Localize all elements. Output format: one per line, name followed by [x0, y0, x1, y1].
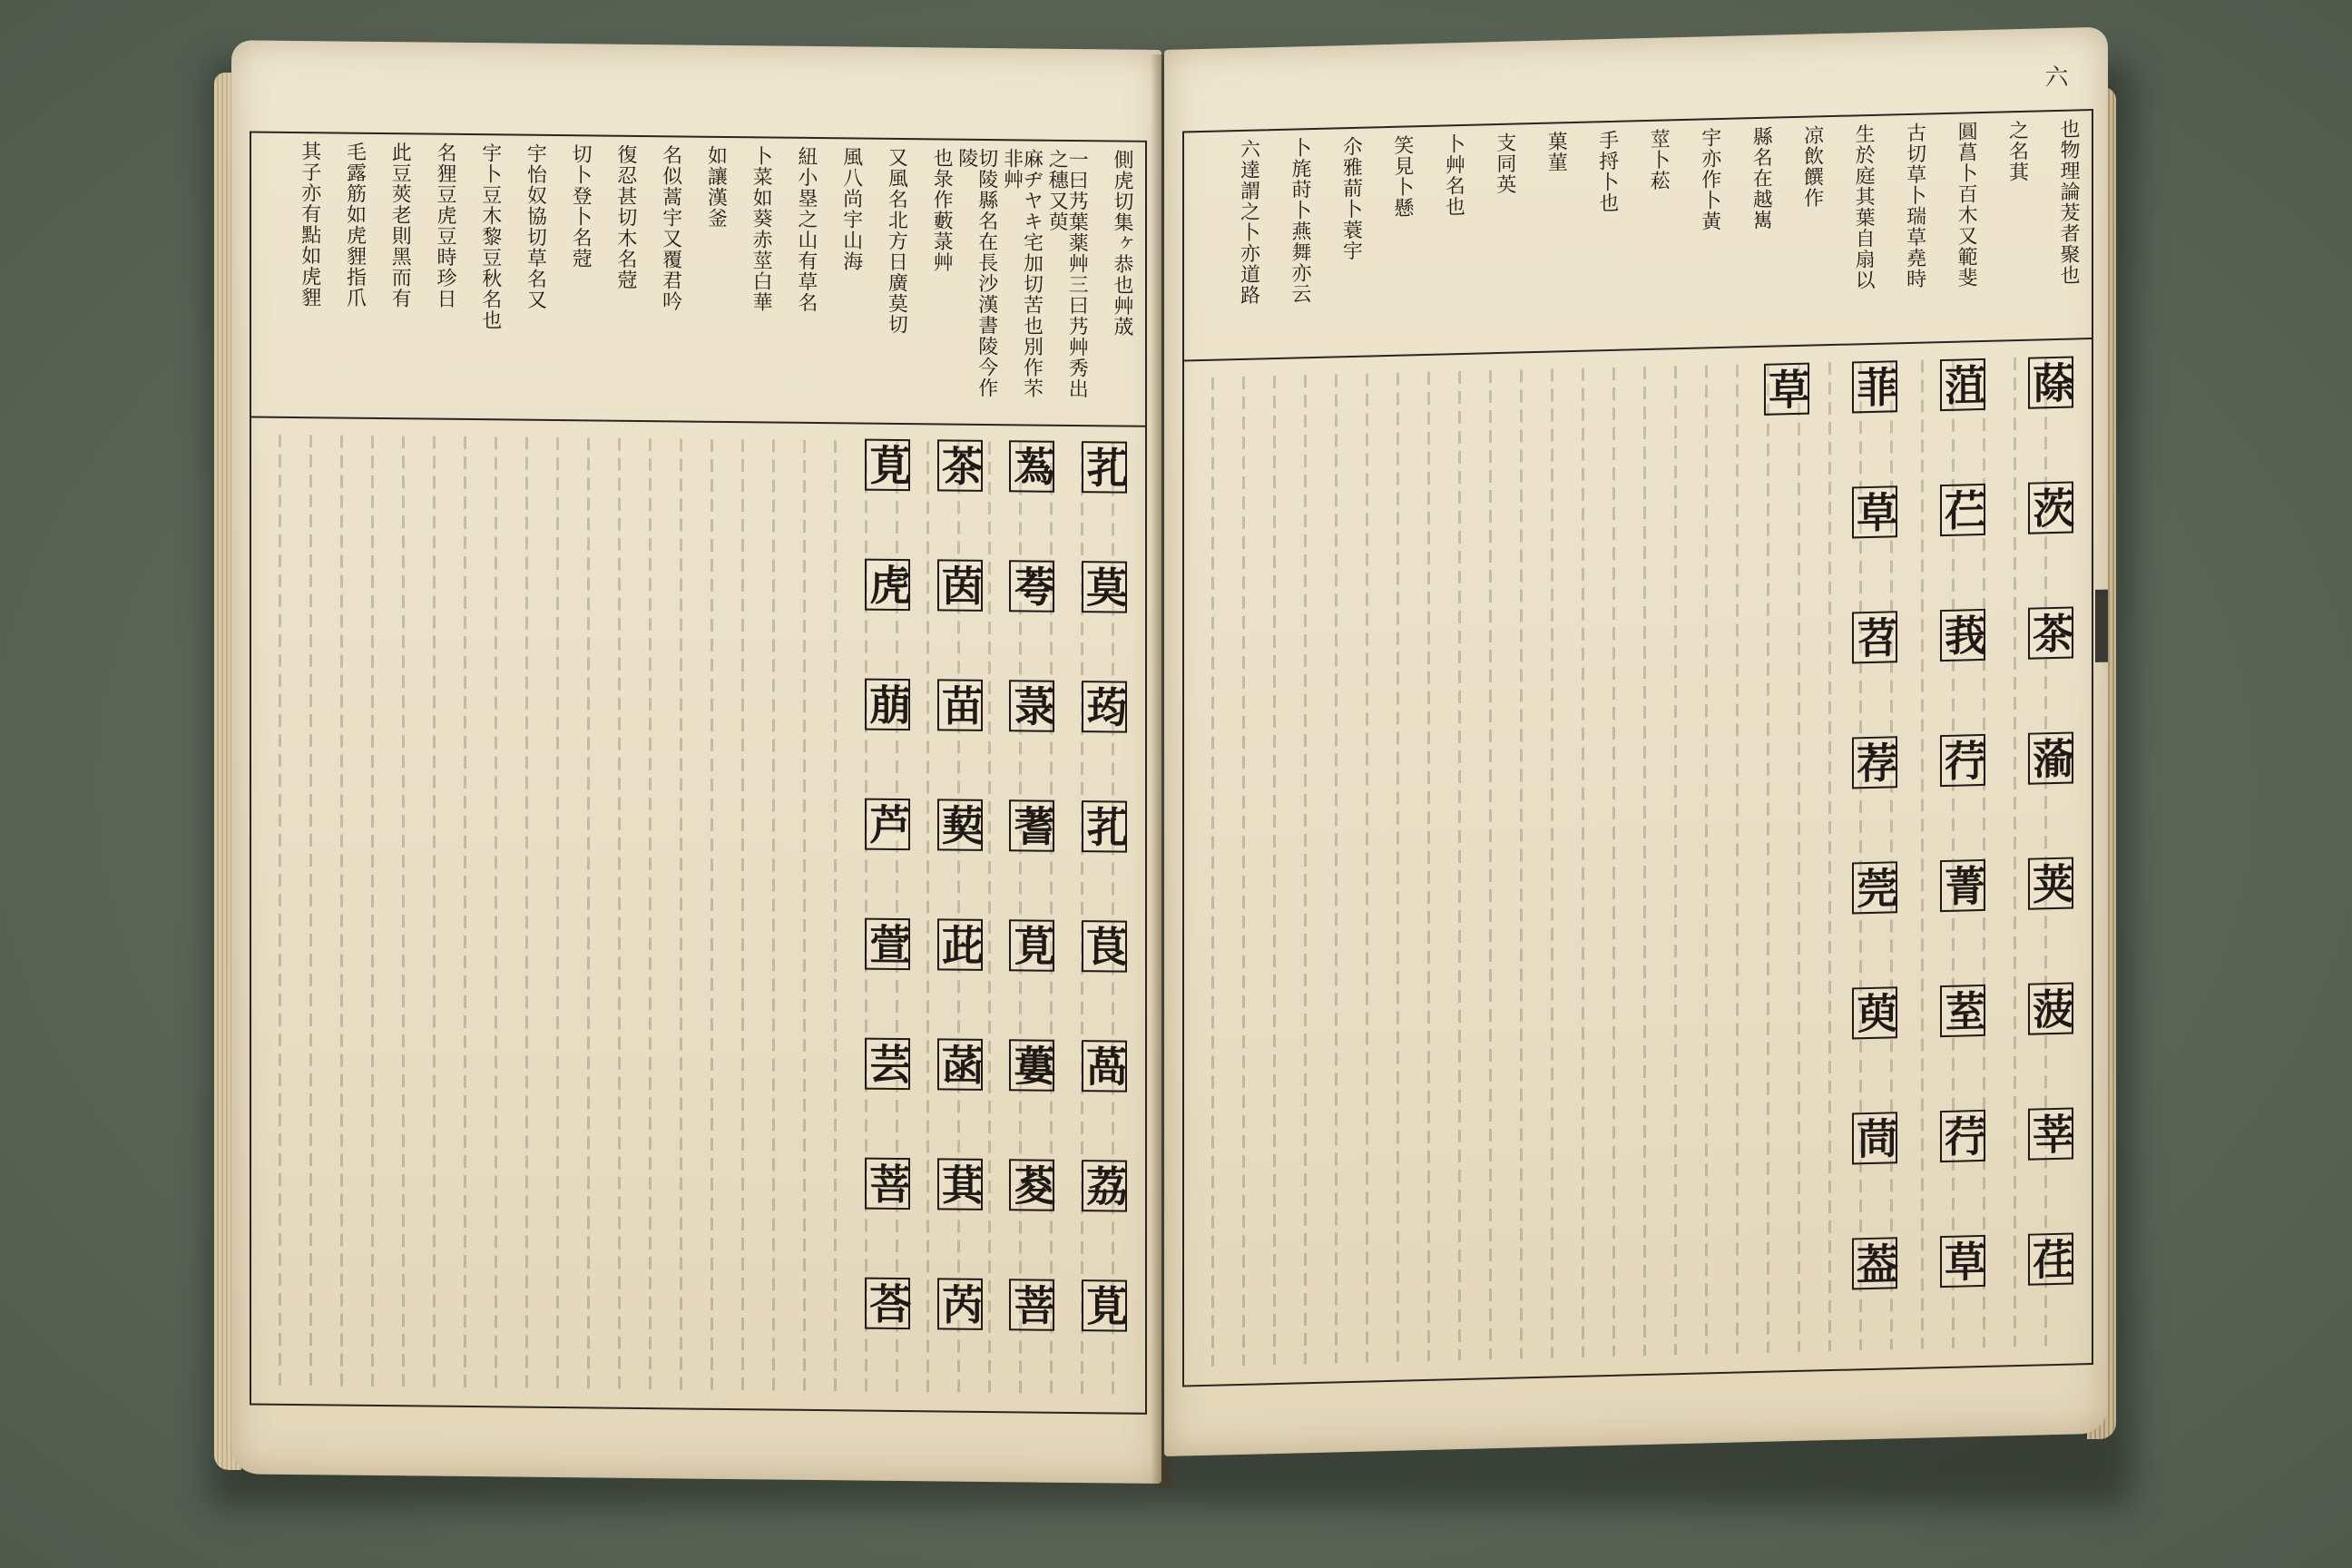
- dictionary-entry-headword: [1931, 358, 1985, 411]
- dictionary-entry-headword: [2019, 482, 2073, 534]
- headword-character: 草: [1852, 485, 1897, 538]
- dictionary-entry-headword: [1073, 1279, 1127, 1332]
- print-texture-line: [1551, 369, 1553, 1358]
- headword-character: 芤: [1082, 441, 1127, 494]
- dictionary-entry-headword: [1843, 1237, 1897, 1289]
- headword-character: 茶: [2028, 607, 2073, 660]
- text-column: 之名萁: [2005, 119, 2029, 183]
- text-column: 手捋卜也: [1595, 129, 1619, 214]
- dictionary-entry-headword: [1843, 736, 1897, 789]
- text-column: 復忍甚切木名蒄: [613, 143, 637, 290]
- text-column: 切卜登卜名蒄: [569, 143, 593, 270]
- print-texture-line: [1396, 373, 1399, 1362]
- print-texture-line: [1674, 366, 1677, 1355]
- print-texture-line: [1242, 377, 1245, 1366]
- print-texture-line: [1335, 374, 1338, 1363]
- right-page: [1164, 27, 2108, 1456]
- text-column: 六達謂之卜亦道路: [1237, 138, 1260, 307]
- headword-character: 芮: [937, 1278, 983, 1330]
- print-texture-line: [618, 438, 621, 1389]
- dictionary-entry-headword: [1000, 919, 1057, 972]
- headword-character: 荔: [1082, 1160, 1127, 1212]
- dictionary-entry-headword: [1843, 611, 1897, 663]
- print-texture-line: [309, 435, 312, 1386]
- print-texture-line: [495, 436, 497, 1387]
- headword-character: 莞: [1852, 861, 1897, 914]
- dictionary-entry-headword: [1843, 360, 1897, 413]
- text-column: 卜菜如葵赤莖白華: [750, 145, 773, 313]
- text-column: 圓菖卜百木又範斐: [1955, 121, 1978, 289]
- text-column: 生於庭其葉自扇以: [1852, 122, 1876, 291]
- text-column: 莖卜菘: [1647, 128, 1671, 191]
- print-texture-line: [1273, 376, 1276, 1365]
- headword-character: 莧: [865, 439, 910, 492]
- headword-character: 莧: [1009, 919, 1054, 972]
- print-texture-line: [1705, 365, 1708, 1354]
- dictionary-entry-headword: [928, 559, 983, 612]
- text-column: 切陵縣名在長沙漢書陵今作陵: [955, 147, 998, 399]
- dictionary-entry-headword: [1843, 986, 1897, 1039]
- headword-character: 芢: [1940, 484, 1985, 536]
- dictionary-entry-headword: [2019, 983, 2073, 1035]
- dictionary-entry-headword: [1000, 799, 1057, 852]
- headword-character: 荾: [1009, 1159, 1054, 1211]
- dictionary-entry-headword: [856, 1037, 913, 1090]
- text-column: 宇卜豆木黎豆秋名也: [478, 142, 502, 331]
- dictionary-entry-headword: [928, 799, 983, 851]
- print-texture-line: [340, 436, 343, 1387]
- dictionary-entry-headword: [2019, 1233, 2073, 1286]
- text-column: 側虎切集ヶ恭也艸荿: [1111, 149, 1133, 338]
- print-texture-line: [587, 437, 590, 1388]
- dictionary-entry-headword: [1931, 1110, 1985, 1162]
- headword-character: 荇: [1940, 1110, 1985, 1162]
- text-column: 卜旄莳卜燕舞亦云: [1288, 137, 1311, 305]
- print-texture-line: [464, 436, 466, 1387]
- text-column: 其子亦有點如虎貍: [298, 141, 321, 309]
- print-texture-line: [1736, 365, 1739, 1354]
- text-column: 也彔作藪菉艸: [930, 147, 954, 273]
- headword-character: 茛: [1082, 920, 1127, 973]
- dictionary-entry-headword: [928, 1278, 983, 1330]
- headword-character: 萵: [1082, 1040, 1127, 1093]
- dictionary-entry-headword: [1843, 861, 1897, 914]
- dictionary-entry-headword: [928, 918, 983, 971]
- headword-character: 莪: [1940, 609, 1985, 662]
- headword-character: 蒢: [2028, 357, 2073, 409]
- print-texture-line: [1458, 371, 1461, 1360]
- print-texture-line: [279, 435, 281, 1386]
- headword-character: 茶: [937, 439, 983, 492]
- right-upper-section: [1184, 111, 2092, 307]
- print-texture-line: [1582, 368, 1584, 1357]
- print-texture-line: [1767, 364, 1769, 1353]
- text-column: 尒雅葥卜蓑宇: [1339, 135, 1363, 262]
- dictionary-entry-headword: [1073, 561, 1127, 613]
- print-texture-line: [649, 438, 652, 1389]
- text-column: 菓菫: [1544, 131, 1568, 173]
- text-column: 古切草卜瑞草堯時: [1903, 122, 1926, 290]
- text-column: 紐小塁之山有草名: [794, 145, 818, 314]
- headword-character: 芤: [1082, 800, 1127, 853]
- dictionary-entry-headword: [856, 1277, 913, 1329]
- headword-character: 荐: [1852, 736, 1897, 789]
- text-column: 名似蒿宇又覆君吟: [659, 144, 682, 312]
- print-texture-line: [556, 437, 559, 1388]
- headword-character: 荚: [2028, 858, 2073, 910]
- text-column: 縣名在越嶲: [1749, 125, 1773, 231]
- print-texture-line: [741, 439, 744, 1390]
- text-column: 如讓漢釜: [704, 144, 728, 229]
- dictionary-entry-headword: [2019, 858, 2073, 910]
- headword-character: 茨: [2028, 482, 2073, 534]
- headword-character: 荇: [1940, 734, 1985, 787]
- print-texture-line: [1612, 368, 1615, 1357]
- print-texture-line: [1427, 372, 1430, 1361]
- print-texture-line: [433, 436, 436, 1387]
- headword-character: 荏: [2028, 1233, 2073, 1286]
- dictionary-entry-headword: [1931, 859, 1985, 912]
- dictionary-entry-headword: [856, 1157, 913, 1210]
- text-column: 支同英: [1493, 132, 1516, 196]
- dictionary-entry-headword: [1073, 1040, 1127, 1093]
- headword-character: 菲: [1852, 360, 1897, 413]
- headword-character: 萸: [1852, 986, 1897, 1039]
- headword-character: 苗: [937, 679, 983, 731]
- left-upper-section: [251, 132, 1145, 400]
- print-texture-line: [680, 438, 682, 1389]
- dictionary-entry-headword: [1843, 1112, 1897, 1164]
- dictionary-entry-headword: [1931, 484, 1985, 536]
- headword-character: 菡: [937, 1038, 983, 1091]
- dictionary-entry-headword: [928, 1158, 983, 1210]
- headword-character: 葜: [937, 799, 983, 851]
- headword-character: 蕍: [2028, 732, 2073, 785]
- dictionary-entry-headword: [1931, 609, 1985, 662]
- left-divider: [251, 416, 1145, 426]
- dictionary-entry-headword: [928, 439, 983, 492]
- print-texture-line: [1643, 367, 1646, 1356]
- headword-character: 葢: [1852, 1237, 1897, 1289]
- dictionary-entry-headword: [1073, 1160, 1127, 1212]
- dictionary-entry-headword: [1073, 800, 1127, 853]
- dictionary-entry-headword: [1000, 1159, 1057, 1211]
- folio-number: 六: [2041, 64, 2068, 89]
- dictionary-entry-headword: [1000, 1039, 1057, 1092]
- headword-character: 草: [1764, 363, 1809, 416]
- headword-character: 蓍: [1009, 799, 1054, 852]
- headword-character: 菩: [865, 1158, 910, 1210]
- headword-character: 莫: [1082, 561, 1127, 613]
- dictionary-entry-headword: [928, 679, 983, 731]
- dictionary-entry-headword: [2019, 357, 2073, 409]
- text-column: 笑見卜懸: [1390, 134, 1414, 219]
- print-texture-line: [402, 436, 405, 1387]
- text-column: 毛露筋如虎貍指爪: [343, 141, 367, 309]
- text-column: 也物理論茇者聚也: [2057, 118, 2080, 286]
- dictionary-entry-headword: [1000, 440, 1057, 493]
- headword-character: 荅: [865, 1278, 910, 1330]
- headword-character: 茈: [937, 918, 983, 971]
- print-texture-line: [525, 437, 528, 1388]
- headword-character: 莧: [1082, 1279, 1127, 1332]
- text-column: 一曰艿葉薬艸三曰艿艸秀出之穗又萸: [1045, 148, 1089, 400]
- headword-character: 虎: [865, 559, 910, 612]
- headword-character: 芦: [865, 799, 910, 851]
- dictionary-entry-headword: [2019, 607, 2073, 660]
- headword-character: 萁: [937, 1158, 983, 1210]
- headword-character: 菹: [1940, 358, 1985, 411]
- headword-character: 萠: [865, 679, 910, 731]
- headword-character: 荎: [1940, 985, 1985, 1037]
- dictionary-entry-headword: [2019, 1108, 2073, 1161]
- print-texture-line: [772, 440, 775, 1391]
- dictionary-entry-headword: [1755, 363, 1809, 416]
- headword-character: 茼: [1852, 1112, 1897, 1164]
- dictionary-entry-headword: [856, 438, 913, 491]
- print-texture-line: [803, 440, 806, 1391]
- headword-character: 荂: [1009, 560, 1054, 612]
- headword-character: 菩: [1009, 1279, 1054, 1331]
- headword-character: 菠: [2028, 983, 2073, 1035]
- dictionary-entry-headword: [1000, 1279, 1057, 1331]
- dictionary-entry-headword: [856, 798, 913, 850]
- text-column: 宇怡奴協切草名又: [524, 142, 547, 310]
- dictionary-entry-headword: [1073, 681, 1127, 733]
- dictionary-entry-headword: [1843, 485, 1897, 538]
- headword-character: 菁: [1940, 859, 1985, 912]
- print-texture-line: [1798, 363, 1800, 1352]
- left-page: [231, 40, 1161, 1484]
- dictionary-entry-headword: [856, 678, 913, 730]
- dictionary-entry-headword: [856, 558, 913, 611]
- text-column: 卜艸名也: [1442, 132, 1465, 218]
- dictionary-entry-headword: [1073, 441, 1127, 494]
- print-texture-line: [1520, 369, 1523, 1358]
- dictionary-entry-headword: [1073, 920, 1127, 973]
- text-column: 凉飲饌作: [1800, 124, 1824, 209]
- text-column: 名狸豆虎豆時珍日: [433, 142, 456, 309]
- print-texture-line: [710, 439, 713, 1390]
- print-texture-line: [1489, 370, 1492, 1359]
- headword-character: 苕: [1852, 611, 1897, 663]
- dictionary-entry-headword: [1931, 1235, 1985, 1288]
- dictionary-entry-headword: [1931, 985, 1985, 1037]
- headword-character: 芸: [865, 1038, 910, 1091]
- print-texture-line: [1366, 374, 1368, 1363]
- right-text-frame: [1182, 109, 2093, 1387]
- dictionary-entry-headword: [2019, 732, 2073, 785]
- dictionary-entry-headword: [928, 1038, 983, 1091]
- headword-character: 荺: [1082, 681, 1127, 733]
- text-column: 風八尚宇山海: [839, 146, 863, 272]
- headword-character: 草: [1940, 1235, 1985, 1288]
- right-divider: [1184, 338, 2092, 361]
- headword-character: 蒍: [1009, 440, 1054, 493]
- headword-character: 莘: [2028, 1108, 2073, 1161]
- print-texture-line: [371, 436, 374, 1387]
- print-texture-line: [1211, 377, 1214, 1367]
- text-column: 又風名北方日廣莫切: [885, 146, 908, 336]
- headword-character: 茵: [937, 559, 983, 612]
- text-column: 此豆莢老則黑而有: [388, 142, 412, 309]
- dictionary-entry-headword: [856, 917, 913, 970]
- text-column: 麻ヂヤキ宅加切苦也別作芣非艸: [1000, 148, 1044, 399]
- headword-character: 萱: [865, 918, 910, 971]
- dictionary-entry-headword: [1000, 560, 1057, 612]
- page-tab-marker: [2095, 590, 2108, 662]
- print-texture-line: [1304, 375, 1307, 1364]
- headword-character: 蔞: [1009, 1039, 1054, 1092]
- left-text-frame: [250, 131, 1147, 1414]
- headword-character: 菉: [1009, 680, 1054, 732]
- dictionary-entry-headword: [1931, 734, 1985, 787]
- text-column: 宇亦作卜黃: [1698, 127, 1721, 232]
- dictionary-entry-headword: [1000, 680, 1057, 732]
